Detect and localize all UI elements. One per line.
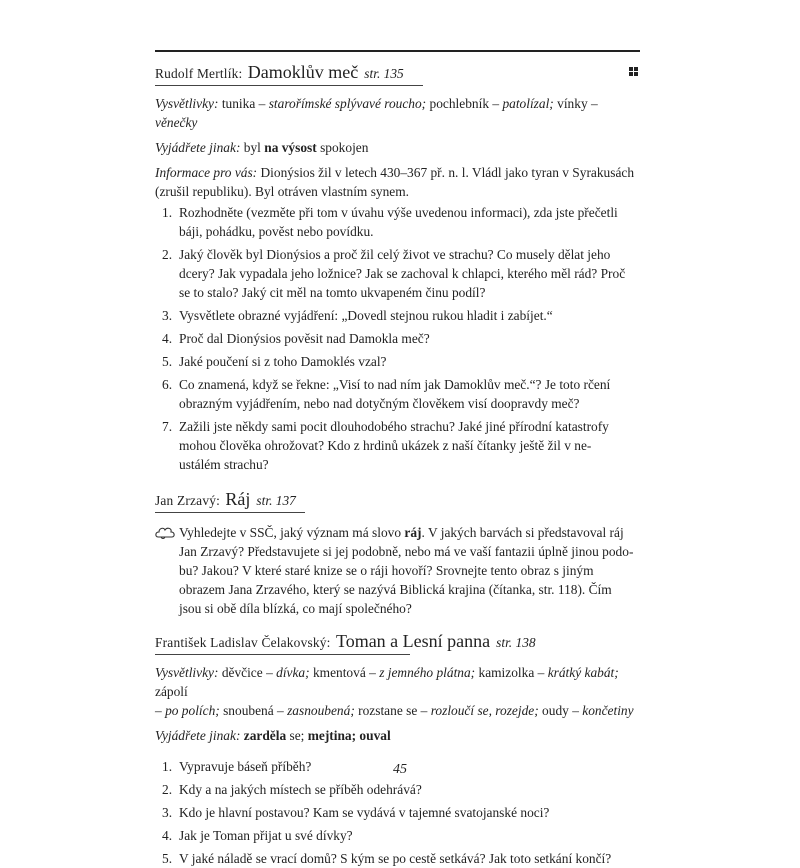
task-text <box>179 523 640 618</box>
item-number: 6. <box>162 377 173 392</box>
vyjadrete-text: spokojen <box>320 140 369 155</box>
glossary-meaning: starořímské splývavé roucho; <box>268 96 427 111</box>
vyjadrete-text: byl <box>243 140 261 155</box>
vyjadrete-line <box>155 726 640 745</box>
item-number: 7. <box>162 419 173 434</box>
glossary-meaning: dívka; <box>276 665 310 680</box>
glossary-meaning: věnečky <box>155 115 198 130</box>
vyjadrete-bold: mejtina; ouval <box>307 728 391 743</box>
task-line: obrazem Jana Zrzavého, který se nazývá Biblická krajina (čítanka, str. 118). Čím <box>179 582 612 597</box>
vysvetlivky-line: Vysvětlivky: tunika – starořímské splývavé roucho; pochlebník – patolízal; vínky – věnečky <box>155 96 598 130</box>
work-title: Damoklův meč <box>247 62 359 82</box>
glossary-word: pochlebník <box>429 96 490 111</box>
vyjadrete-label: Vyjádřete jinak: <box>155 728 241 743</box>
task-line: jsou si obě díla blízká, co mají společného? <box>179 601 412 616</box>
list-item <box>155 780 640 799</box>
section-heading <box>155 63 640 83</box>
glossary-word: děvčice <box>221 665 263 680</box>
work-title: Toman a Lesní panna <box>335 631 491 651</box>
item-text: Jak je Toman přijat u své dívky? <box>179 828 353 843</box>
item-text: ustálém strachu? <box>179 457 269 472</box>
item-text: báji, pohádku, pověst nebo povídku. <box>179 224 374 239</box>
glossary-word: zápolí <box>155 684 188 699</box>
section-heading <box>155 490 640 510</box>
vyjadrete-text: se; <box>289 728 305 743</box>
task-line: Jan Zrzavý? Představujete si jej podobně, nebo má ve vaší fantazii úplně jinou podo- <box>179 544 634 559</box>
glossary-word: vínky <box>557 96 588 111</box>
informace-text: Dionýsios žil v letech 430–367 př. n. l. Vládl jako tyran v Syrakusách <box>260 165 635 180</box>
glossary-word: rozstane se <box>358 703 418 718</box>
page-reference: str. 138 <box>496 635 536 650</box>
section-toman <box>155 632 640 868</box>
heading-underline <box>155 85 423 86</box>
item-number: 2. <box>162 782 173 797</box>
section-raj <box>155 490 640 618</box>
item-number: 4. <box>162 331 173 346</box>
glossary-meaning: krátký kabát; <box>547 665 619 680</box>
page-reference: str. 135 <box>364 66 404 81</box>
glossary-word: tunika <box>221 96 256 111</box>
item-number: 3. <box>162 805 173 820</box>
item-text: Kdo je hlavní postavou? Kam se vydává v tajemné svatojanské noci? <box>179 805 550 820</box>
page-reference: str. 137 <box>256 493 296 508</box>
item-text: Proč dal Dionýsios pověsit nad Damokla meč? <box>179 331 430 346</box>
glossary-word: snoubená <box>223 703 274 718</box>
task-line: bu? Jakou? V které staré knize se o ráji hovoří? Srovnejte tento obraz s jiným <box>179 563 594 578</box>
vyjadrete-bold: na výsost <box>264 140 317 155</box>
item-number: 4. <box>162 828 173 843</box>
vysvetlivky-line: Vysvětlivky: děvčice – dívka; kmentová – z jemného plátna; kamizolka – krátký kabát; zápolí – po polích; snoubená – zasnoubená; rozstane se – rozloučí se, rozejde; oudy – končetiny <box>155 665 634 718</box>
glossary-word: oudy <box>542 703 569 718</box>
glossary-meaning: po polích; <box>165 703 220 718</box>
vyjadrete-bold: zarděla <box>243 728 287 743</box>
glossary-word: kmentová <box>312 665 366 680</box>
cloud-icon <box>155 525 177 541</box>
list-item <box>155 826 640 845</box>
list-item <box>155 849 640 868</box>
work-title: Ráj <box>225 489 251 509</box>
glossary-meaning: z jemného plátna; <box>379 665 476 680</box>
item-text: mohou člověka ohrožovat? Kdo z hrdinů ukázek z naší čítanky ještě žil v ne- <box>179 438 592 453</box>
top-rule <box>155 50 640 52</box>
list-item <box>155 245 640 302</box>
list-item <box>155 329 640 348</box>
author-name: Jan Zrzavý: <box>155 493 221 508</box>
list-item <box>155 803 640 822</box>
item-text: Kdy a na jakých místech se příběh odehrává? <box>179 782 422 797</box>
task-bold-word: ráj <box>404 525 422 540</box>
informace-label: Informace pro vás: <box>155 165 258 180</box>
informace-text: (zrušil republiku). Byl otráven vlastním synem. <box>155 184 410 199</box>
list-item <box>155 375 640 413</box>
section-heading <box>155 632 640 652</box>
task-line: Vyhledejte v SSČ, jaký význam má slovo <box>179 525 402 540</box>
item-number: 1. <box>162 759 173 774</box>
item-text: se to stalo? Jaký cit měl na tomto ukvapeném činu podíl? <box>179 285 486 300</box>
item-text: Co znamená, když se řekne: „Visí to nad ním jak Damoklův meč.“? Je toto rčení <box>179 377 611 392</box>
heading-underline <box>155 512 305 513</box>
item-text: Jaký člověk byl Dionýsios a proč žil celý život ve strachu? Co musely dělat jeho <box>179 247 611 262</box>
vyjadrete-label: Vyjádřete jinak: <box>155 140 241 155</box>
item-text: obrazným vyjádřením, nebo nad dotyčným člověkem visí doopravdy meč? <box>179 396 580 411</box>
item-text: dcery? Jak vypadala jeho ložnice? Jak se zachoval k chlapci, kterého měl rád? Proč <box>179 266 626 281</box>
task-block <box>155 523 640 618</box>
task-line: . V jakých barvách si představoval ráj <box>421 525 624 540</box>
section-marker-icon <box>629 67 638 76</box>
heading-underline <box>155 654 410 655</box>
section-damokluv-mec <box>155 63 640 474</box>
author-name: František Ladislav Čelakovský: <box>155 635 331 650</box>
list-item <box>155 352 640 371</box>
item-text: Zažili jste někdy sami pocit dlouhodobého strachu? Jaké jiné přírodní katastrofy <box>179 419 609 434</box>
question-list <box>155 203 640 474</box>
glossary-meaning: zasnoubená; <box>287 703 355 718</box>
item-number: 1. <box>162 205 173 220</box>
page <box>155 50 640 868</box>
item-number: 5. <box>162 354 173 369</box>
item-text: Vypravuje báseň příběh? <box>179 759 312 774</box>
list-item <box>155 417 640 474</box>
item-text: V jaké náladě se vrací domů? S kým se po cestě setkává? Jak toto setkání končí? <box>179 851 612 866</box>
item-text: Jaké poučení si z toho Damoklés vzal? <box>179 354 387 369</box>
item-number: 3. <box>162 308 173 323</box>
item-number: 5. <box>162 851 173 866</box>
vyjadrete-line <box>155 138 640 157</box>
page-number: 45 <box>393 762 407 777</box>
item-number: 2. <box>162 247 173 262</box>
list-item <box>155 306 640 325</box>
item-text: Rozhodněte (vezměte při tom v úvahu výše uvedenou informaci), zda jste přečetli <box>179 205 618 220</box>
vysvetlivky-label: Vysvětlivky: <box>155 96 219 111</box>
glossary-meaning: rozloučí se, rozejde; <box>430 703 539 718</box>
vysvetlivky-label: Vysvětlivky: <box>155 665 219 680</box>
glossary-meaning: patolízal; <box>502 96 554 111</box>
glossary-meaning: končetiny <box>582 703 634 718</box>
glossary-word: kamizolka <box>478 665 535 680</box>
item-text: Vysvětlete obrazné vyjádření: „Dovedl stejnou rukou hladit i zabíjet.“ <box>179 308 553 323</box>
list-item <box>155 203 640 241</box>
author-name: Rudolf Mertlík: <box>155 66 243 81</box>
informace-block <box>155 163 640 201</box>
